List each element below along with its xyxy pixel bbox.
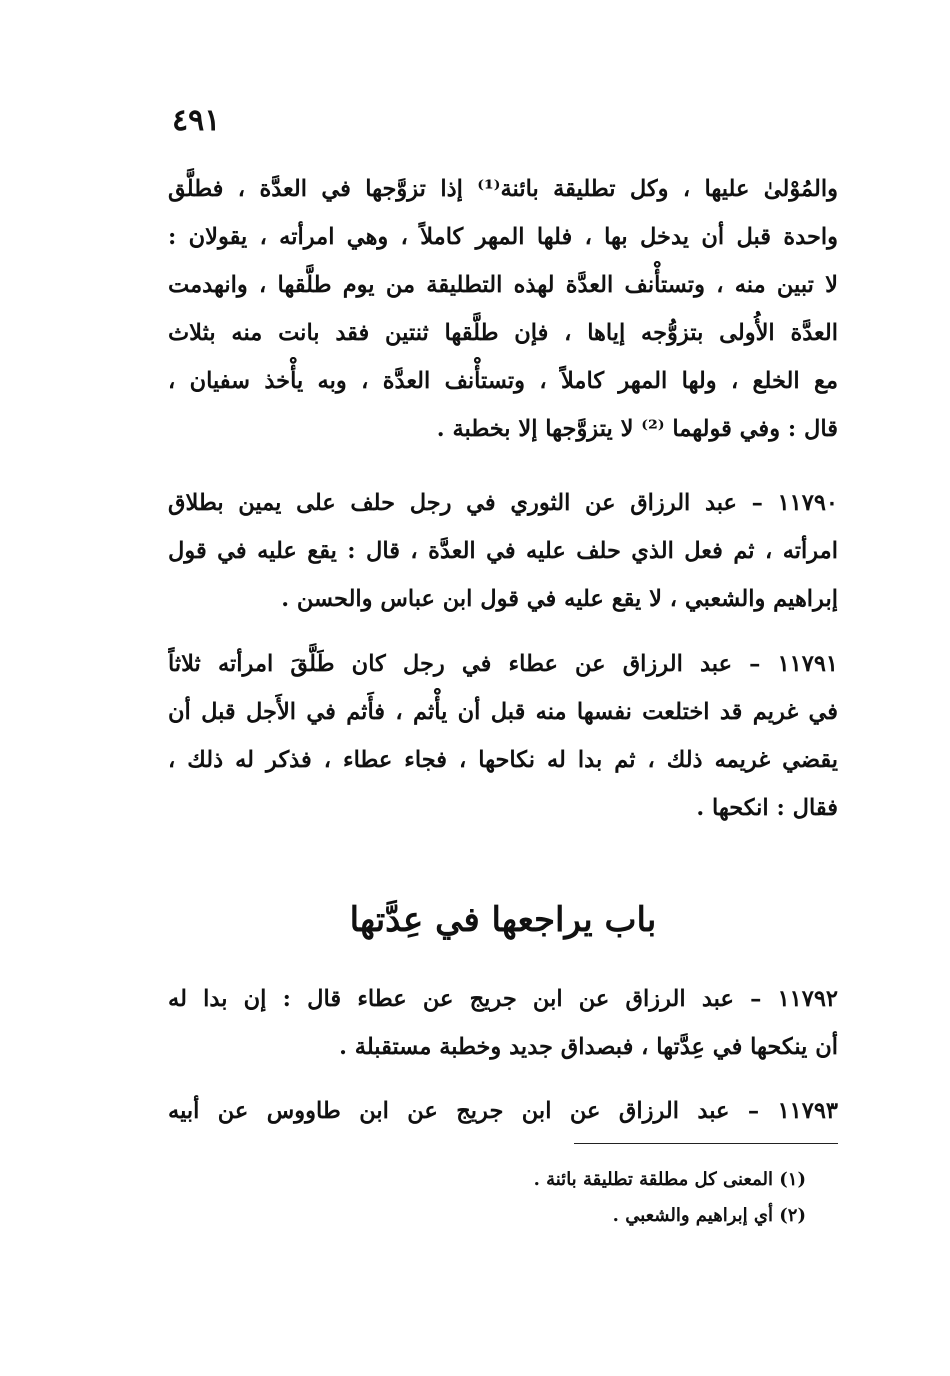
page-number: ٤٩١ [172,103,221,138]
text-line: ١١٧٩٢ – عبد الرزاق عن ابن جريج عن عطاء قال : إن بدا له [168,986,838,1012]
paragraph-11792 [168,975,838,1071]
footnote-divider [574,1143,838,1144]
paragraph-11791 [168,640,838,832]
footnote-1: (١) المعنى كل مطلقة تطليقة بائنة . [533,1169,806,1190]
text-line: أن ينكحها في عِدَّتها ، فبصداق جديد وخطبة مستقبلة . [339,1034,838,1060]
text-line: في غريم قد اختلعت نفسها منه قبل أن يأْثم ، فأَثم في الأَجل قبل أن [168,699,838,725]
text-line: فقال : انكحها . [696,795,838,821]
text-line: واحدة قبل أن يدخل بها ، فلها المهر كاملاً ، وهي امرأته ، يقولان : [168,224,838,250]
text-line: والمُوْلىٰ عليها ، وكل تطليقة بائنة⁽¹⁾ إذا تزوَّجها في العدَّة ، فطلَّق [168,176,838,202]
paragraph-11790 [168,479,838,623]
chapter-title: باب يراجعها في عِدَّتها [349,900,657,940]
text-line: يقضي غريمه ذلك ، ثم بدا له نكاحها ، فجاء عطاء ، فذكر له ذلك ، [168,747,838,773]
text-line: قال : وفي قولهما ⁽²⁾ لا يتزوَّجها إلا بخطبة . [436,416,838,442]
paragraph-1 [168,165,838,453]
text-line: ١١٧٩١ – عبد الرزاق عن عطاء في رجل كان طَلَّقَ امرأته ثلاثاً [168,651,838,677]
footnotes [470,1162,806,1234]
paragraph-11793 [168,1087,838,1135]
text-line: لا تبين منه ، وتستأْنف العدَّة لهذه التطليقة من يوم طلَّقها ، وانهدمت [168,272,838,298]
text-line: امرأته ، ثم فعل الذي حلف عليه في العدَّة ، قال : يقع عليه في قول [168,538,838,564]
text-line: ١١٧٩٣ – عبد الرزاق عن ابن جريج عن ابن طاووس عن أبيه [168,1098,838,1124]
text-line: العدَّة الأُولى بتزوُّجه إياها ، فإن طلَّقها ثنتين فقد بانت منه بثلاث [168,320,838,346]
text-line: ١١٧٩٠ – عبد الرزاق عن الثوري في رجل حلف على يمين بطلاق [168,490,838,516]
text-line: مع الخلع ، ولها المهر كاملاً ، وتستأْنف العدَّة ، وبه يأْخذ سفيان ، [168,368,838,394]
text-line: إبراهيم والشعبي ، لا يقع عليه في قول ابن عباس والحسن . [281,586,838,612]
footnote-2: (٢) أي إبراهيم والشعبي . [612,1205,806,1226]
